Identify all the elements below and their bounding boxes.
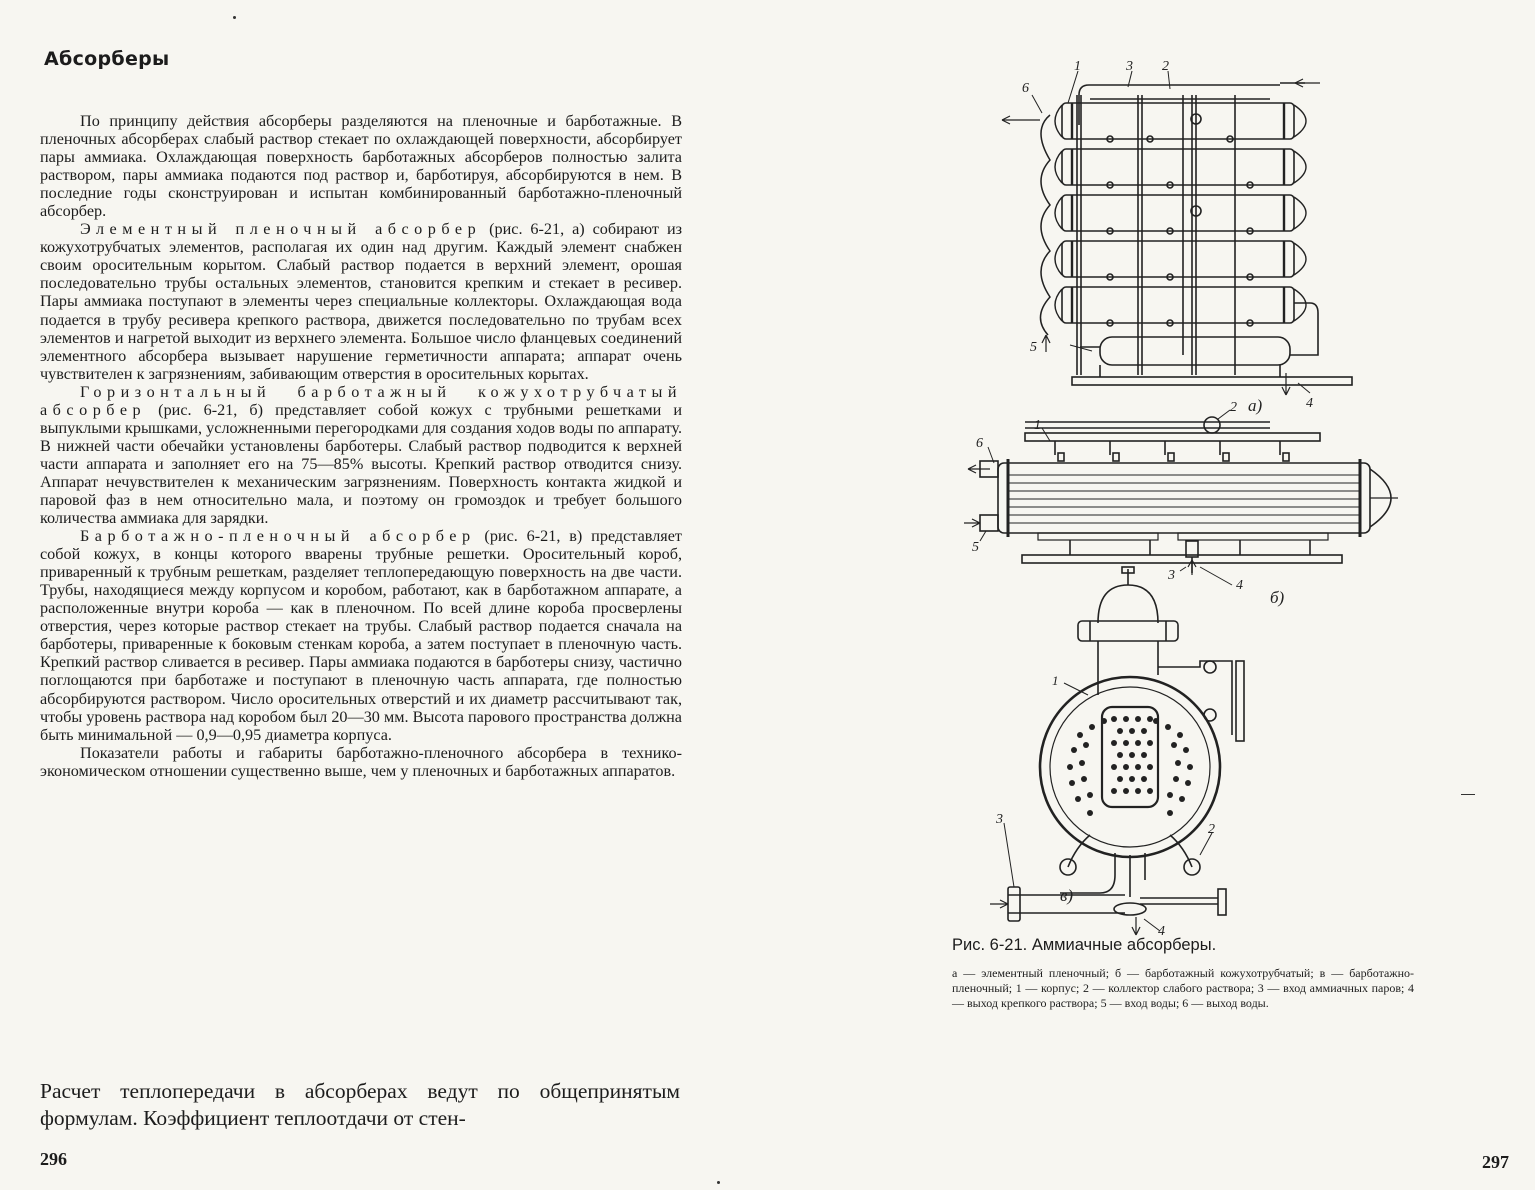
- label-b-5: 5: [972, 540, 979, 555]
- label-a-2: 2: [1162, 59, 1169, 74]
- figure-caption-legend: а — элементный пленочный; б — барботажный кожухотрубчатый; в — барботажно-пленочный; 1 — корпус; 2 — коллектор слабого раствора; 3 — вход аммиачных паров; 4 — выход крепкого раствора; 5 — вход воды; 6 — выход воды.: [952, 966, 1414, 1010]
- text-horizontal-absorber: (рис. 6-21, б) представляет собой кожух с трубными решетками и выпуклыми крышками, усложненными перегородками для создания ходов воды по аппарату. В нижней части обечайки установлены барботеры. Слабый раствор подводится к верхней части аппарата и заполняет его на 75—85% высоты. Крепкий раствор отводится снизу. Аппарат нечувствителен к механическим загрязнениям. Поверхность контакта жидкой и паровой фаз в нем относительно мала, и поэтому он громоздок и требует большого количества аммиака для зарядки.: [40, 400, 682, 528]
- label-a-4: 4: [1306, 396, 1313, 411]
- figure-caption-title: Рис. 6-21. Аммиачные абсорберы.: [952, 936, 1217, 954]
- term-element-absorber: Элементный пленочный абсорбер: [80, 220, 482, 239]
- label-a-1: 1: [1074, 59, 1081, 74]
- paragraph-intro: По принципу действия абсорберы разделяются на пленочные и барботажные. В пленочных абсорберах слабый раствор стекает по охлаждающей поверхности, абсорбирует пары аммиака. Охлаждающая поверхность барботажных абсорберов полностью залита раствором, пары аммиака подаются под раствор и, барботируя, абсорбируются в нем. В последние годы сконструирован и испытан комбинированный барботажно-пленочный абсорбер.: [40, 112, 682, 221]
- label-c-2: 2: [1208, 822, 1215, 837]
- label-a-3: 3: [1126, 59, 1133, 74]
- diagram-combined-absorber: [990, 567, 1244, 939]
- left-page: [0, 0, 760, 1190]
- term-combined-absorber: Барботажно-пленочный абсорбер: [80, 527, 476, 546]
- label-a-5: 5: [1030, 340, 1037, 355]
- paragraph-combined-absorber: [40, 527, 682, 744]
- label-c-4: 4: [1158, 924, 1165, 939]
- label-c-1: 1: [1052, 673, 1059, 688]
- label-b-1: 1: [1034, 418, 1041, 433]
- scan-speck: [717, 1181, 720, 1184]
- body-text: [40, 112, 682, 780]
- subfigure-label-c: в): [1060, 886, 1074, 905]
- text-element-absorber: (рис. 6-21, а) собирают из кожухотрубчатых элементов, располагая их один над другим. Каждый элемент снабжен своим оросительным корытом. Слабый раствор подается в верхний элемент, орошая последовательно трубы остальных элементов, становится крепким и стекает в ресивер. Пары аммиака поступают в элементы через специальные коллекторы. Охлаждающая вода подается в трубу ресивера крепкого раствора, движется последовательно по трубам всех элементов и нагретой выходит из верхнего элемента. Большое число фланцевых соединений элементного абсорбера вызывает нарушение герметичности аппарата; аппарат очень чувствителен к загрязнениям, забивающим отверстия в оросительных корытах.: [40, 220, 683, 383]
- subfigure-label-b: б): [1270, 588, 1285, 607]
- large-text-continuation: Расчет теплопередачи в абсорберах ведут по общепринятым формулам. Коэффициент теплоотдачи от стен-: [40, 1079, 680, 1130]
- right-page: [760, 0, 1535, 1190]
- label-b-6: 6: [976, 436, 983, 451]
- subfigure-label-a: а): [1248, 396, 1263, 415]
- term-horizontal-absorber: Горизонтальный барботажный кожухотрубчатый абсорбер: [40, 382, 682, 419]
- label-b-2: 2: [1230, 400, 1237, 415]
- text-combined-absorber: (рис. 6-21, в) представляет собой кожух, в концы которого вварены трубные решетки. Оросительный короб, приваренный к трубным решеткам, разделяет теплопередающую поверхность на две части. Трубы, находящиеся между корпусом и коробом, работают, как в барботажном аппарате, а расположенные внутри короба — как в пленочном. По всей длине короба просверлены отверстия, через которые раствор стекает на трубы. Слабый раствор подается сначала на барботеры, приваренные к боковым стенкам короба, а затем поступает в пленочную часть. Крепкий раствор сливается в ресивер. Пары аммиака подаются в барботеры снизу, частично поглощаются при барботаже и поступают в пленочную часть аппарата, где полностью абсорбируются раствором. Число оросительных отверстий и их диаметр рассчитывают так, чтобы уровень раствора над коробом был 20—30 мм. Высота парового пространства должна быть минимальной — 0,9—0,95 диаметра корпуса.: [40, 527, 682, 744]
- diagram-horizontal-absorber: [964, 400, 1398, 607]
- diagram-element-absorber: [1002, 59, 1352, 415]
- scan-speck: [233, 16, 236, 19]
- label-b-3: 3: [1168, 568, 1175, 583]
- label-b-4: 4: [1236, 578, 1243, 593]
- section-heading: Абсорберы: [44, 48, 170, 70]
- paragraph-horizontal-absorber: [40, 383, 682, 527]
- scan-mark: [1461, 794, 1475, 795]
- label-a-6: 6: [1022, 81, 1029, 96]
- paragraph-performance: Показатели работы и габариты барботажно-пленочного абсорбера в технико-экономическом отношении существенно выше, чем у пленочных и барботажных аппаратов.: [40, 743, 682, 780]
- page-number-left: 296: [40, 1149, 67, 1169]
- page-number-right: 297: [1482, 1152, 1509, 1172]
- figure-absorbers: [950, 55, 1490, 939]
- label-c-3: 3: [996, 812, 1003, 827]
- paragraph-element-absorber: [40, 220, 682, 382]
